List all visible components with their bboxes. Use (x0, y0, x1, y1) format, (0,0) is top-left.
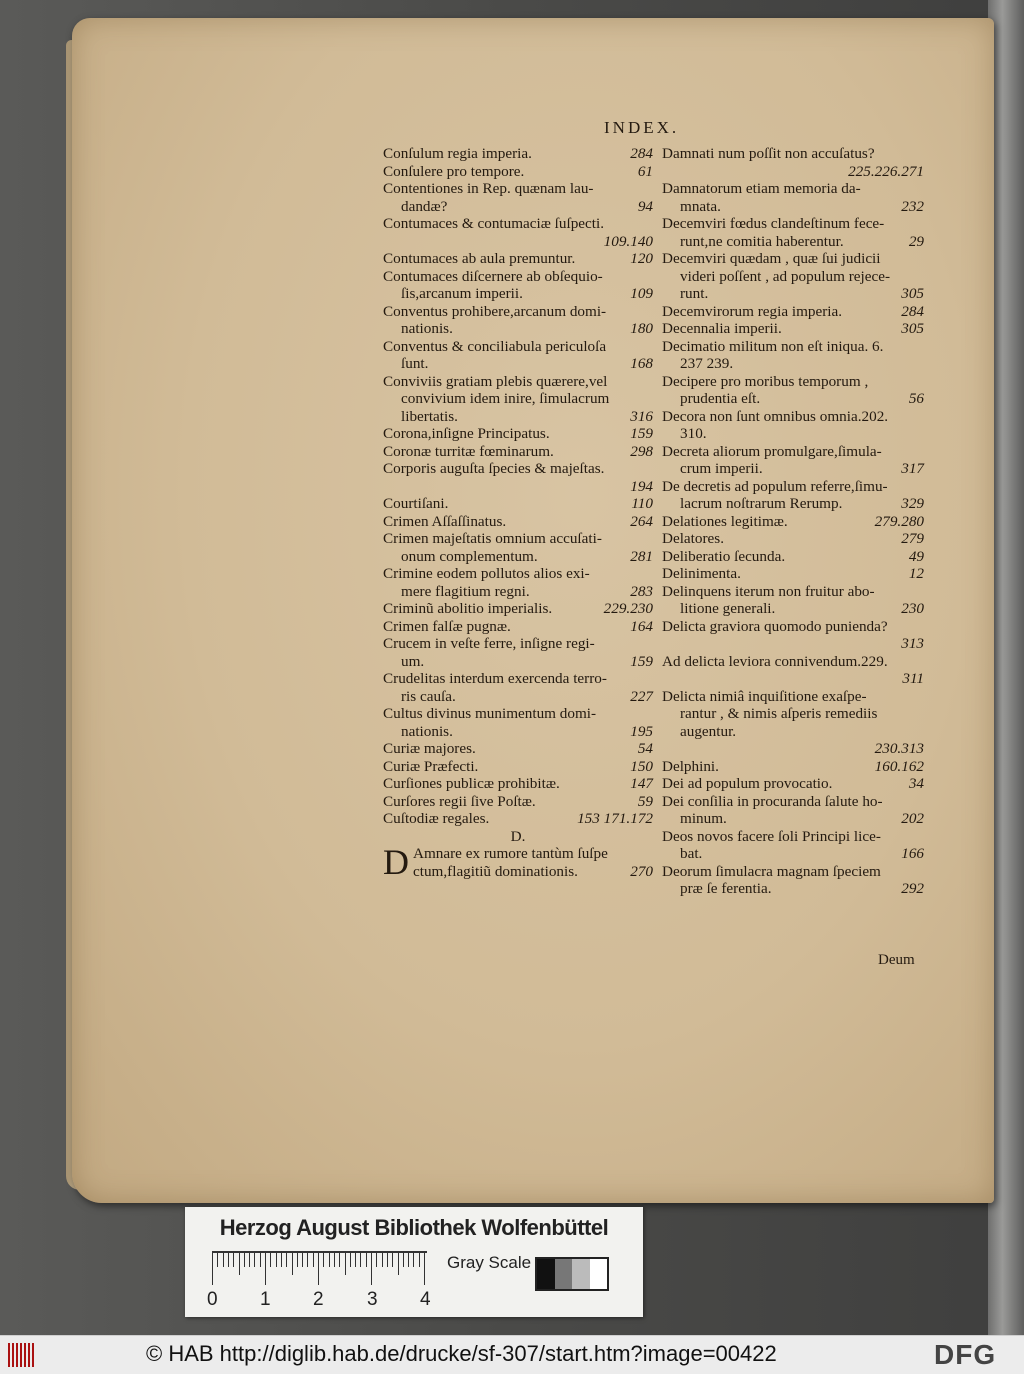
index-entry (662, 530, 924, 548)
ruler-tick (249, 1253, 250, 1267)
index-entry (662, 478, 924, 496)
index-page-number: 202 (901, 810, 924, 827)
index-entry-text: Crimine eodem pollutos alios exi- (383, 565, 590, 582)
index-entry-text: dandæ? (401, 197, 448, 215)
index-entry-text: Dei ad populum provocatio. (662, 775, 833, 792)
index-page-ref: 109.140 (603, 232, 653, 250)
index-entry (383, 495, 653, 513)
index-entry (662, 705, 924, 723)
index-entry-text: Decipere pro moribus temporum , (662, 372, 869, 390)
index-entry (383, 425, 653, 443)
index-entry-text: 310. (680, 425, 707, 442)
index-entry-text: ctum,flagitiũ dominationis. (413, 862, 578, 880)
index-entry (383, 303, 653, 321)
index-entry-text: Crimen Aſſaſſinatus. (383, 512, 507, 530)
ruler-tick (376, 1253, 377, 1267)
index-entry (662, 793, 924, 811)
index-entry-text: Ad delicta leviora connivendum.229. (662, 652, 888, 670)
index-entry-text: convivium idem inire, ſimulacrum (401, 390, 610, 407)
index-entry-text: Decora non ſunt omnibus omnia.202. (662, 407, 889, 425)
index-page-number: 166 (901, 845, 924, 862)
ruler-tick (260, 1253, 261, 1267)
index-page-number: 61 (637, 162, 653, 180)
index-entry-text: Conviviis gratiam plebis quærere,vel (383, 372, 608, 390)
index-entry-text: runt. (680, 285, 709, 302)
index-page-number: 160.162 (874, 757, 924, 775)
index-entry-text: Contumaces & contumaciæ ſuſpecti. (383, 215, 605, 232)
ruler-tick (254, 1253, 255, 1267)
ruler-tick (212, 1253, 213, 1285)
index-page-ref: 311 (902, 670, 924, 687)
index-entry (662, 828, 924, 846)
index-entry (383, 338, 653, 356)
index-column-left (383, 145, 653, 880)
ruler-tick (424, 1253, 425, 1285)
ruler-tick (360, 1253, 361, 1267)
index-page-number: 168 (630, 355, 653, 372)
ruler-tick (408, 1253, 409, 1267)
index-entry-text: mnata. (680, 197, 721, 215)
footer-source-link[interactable]: © HAB http://diglib.hab.de/drucke/sf-307/start.htm?image=00422 (146, 1341, 777, 1366)
index-page-number: 305 (901, 320, 924, 337)
index-entry-text: Dei conſilia in procuranda ſalute ho- (662, 792, 883, 810)
index-entry (662, 513, 924, 531)
index-entry (383, 583, 653, 601)
index-entry (383, 390, 653, 408)
ruler-tick (302, 1253, 303, 1267)
index-entry-text: Decreta aliorum promulgare,ſimula- (662, 442, 882, 460)
ruler-tick (419, 1253, 420, 1267)
ruler-tick (270, 1253, 271, 1267)
index-entry-text: præ ſe ferentia. (680, 880, 772, 897)
index-entry-text: Crimen falſæ pugnæ. (383, 617, 511, 635)
index-page-number: 159 (630, 425, 653, 442)
index-entry-text: rantur , & nimis aſperis remediis (680, 705, 878, 722)
index-entry-text: litione generali. (680, 600, 776, 617)
ruler-tick (339, 1253, 340, 1267)
ruler-tick (276, 1253, 277, 1267)
ruler-tick (318, 1253, 319, 1285)
index-entry (662, 268, 924, 286)
index-entry-text: Crucem in veſte ferre, inſigne regi- (383, 635, 595, 652)
index-entry (662, 443, 924, 461)
ruler-tick (345, 1253, 346, 1275)
index-entry-text: um. (401, 652, 425, 670)
index-page-number: 284 (630, 145, 653, 162)
ruler-tick (392, 1253, 393, 1267)
index-entry (662, 408, 924, 426)
index-page-number: 147 (630, 775, 653, 792)
index-page-number: 54 (637, 740, 653, 757)
index-entry-text: Delinimenta. (662, 565, 741, 582)
index-entry (383, 198, 653, 216)
ruler-tick (281, 1253, 282, 1267)
index-entry-text: nationis. (401, 320, 453, 337)
index-entry (662, 250, 924, 268)
index-entry-text: Deos novos facere ſoli Principi lice- (662, 827, 881, 845)
index-entry (383, 285, 653, 303)
ruler-number: 0 (207, 1289, 218, 1310)
ruler-tick (323, 1253, 324, 1267)
ruler-tick (387, 1253, 388, 1267)
index-entry-text: Delinquens iterum non fruitur abo- (662, 582, 875, 600)
index-page-ref: 313 (901, 635, 924, 652)
gray-scale-label: Gray Scale (447, 1253, 532, 1272)
index-page-number: 305 (901, 285, 924, 302)
index-entry (662, 233, 924, 251)
ruler-tick (403, 1253, 404, 1267)
index-entry (662, 425, 924, 443)
index-page-number: 329 (901, 495, 924, 512)
index-entry (383, 355, 653, 373)
index-entry-text: Crimen majeſtatis omnium accuſati- (383, 530, 602, 547)
page-header-title: INDEX. (604, 118, 680, 137)
drop-cap: D (383, 842, 409, 882)
index-entry (383, 758, 653, 776)
index-entry (662, 758, 924, 776)
index-entry (662, 810, 924, 828)
index-entry-text: ris cauſa. (401, 687, 456, 705)
ruler-tick (265, 1253, 266, 1285)
index-entry (383, 373, 653, 391)
index-entry (662, 373, 924, 391)
index-entry-text: Conventus & conciliabula periculoſa (383, 337, 607, 355)
ruler-tick (244, 1253, 245, 1267)
index-entry (383, 653, 653, 671)
index-entry-text: Amnare ex rumore tantùm ſuſpe (413, 845, 608, 862)
ruler-number: 2 (313, 1289, 324, 1310)
index-page-number: 298 (630, 442, 653, 460)
index-entry-text: Decemvirorum regia imperia. (662, 302, 843, 320)
index-entry (383, 163, 653, 181)
index-entry-text: Corporis auguſta ſpecies & majeſtas. (383, 460, 605, 477)
index-entry (383, 723, 653, 741)
ruler-tick (233, 1253, 234, 1267)
ruler-tick (355, 1253, 356, 1267)
index-entry (383, 215, 653, 233)
index-entry-text: ſis,arcanum imperii. (401, 285, 523, 302)
index-page-number: 316 (630, 407, 653, 425)
ruler-number: 3 (367, 1289, 378, 1310)
ruler-tick (382, 1253, 383, 1267)
index-entry (383, 513, 653, 531)
index-entry (383, 180, 653, 198)
section-letter: D. (510, 827, 526, 845)
ruler-number: 4 (420, 1289, 431, 1310)
index-entry (383, 635, 653, 653)
dfg-logo: DFG (934, 1339, 997, 1370)
index-entry-text: Delicta nimiâ inquiſitione exaſpe- (662, 687, 867, 705)
index-entry (662, 215, 924, 233)
index-entry-text: Contumaces ab aula premuntur. (383, 250, 576, 267)
ruler-tick (350, 1253, 351, 1267)
index-entry (662, 285, 924, 303)
index-entry-text: Curiæ Præfecti. (383, 757, 479, 775)
index-entry (662, 180, 924, 198)
index-entry (662, 303, 924, 321)
index-entry-text: Conſulum regia imperia. (383, 145, 532, 162)
index-entry (662, 653, 924, 671)
index-entry (383, 810, 653, 828)
index-entry (383, 460, 653, 478)
index-entry-text: Crudelitas interdum exercenda terro- (383, 670, 607, 687)
index-entry (662, 863, 924, 881)
index-page-number: 49 (908, 547, 924, 565)
drop-cap-entry (383, 842, 653, 882)
ruler-tick (217, 1253, 218, 1267)
index-entry (383, 443, 653, 461)
index-entry-text: Damnatorum etiam memoria da- (662, 180, 861, 197)
index-entry-text: Cultus divinus munimentum domi- (383, 705, 597, 722)
hab-logo-icon (8, 1343, 38, 1367)
index-entry-text: Deliberatio ſecunda. (662, 547, 786, 565)
index-entry (662, 145, 924, 163)
index-entry (383, 793, 653, 811)
scale-ruler (212, 1251, 427, 1287)
index-entry-text: Curſores regii ſive Poſtæ. (383, 792, 536, 810)
index-entry-text: Conſulere pro tempore. (383, 162, 525, 180)
index-entry-text: Decemviri fœdus clandeſtinum fece- (662, 215, 885, 232)
index-page-ref: 194 (630, 477, 653, 495)
index-entry (662, 845, 924, 863)
index-page-number: 232 (901, 197, 924, 215)
index-entry (662, 775, 924, 793)
index-entry (383, 688, 653, 706)
index-entry (383, 145, 653, 163)
ruler-tick (371, 1253, 372, 1285)
index-entry (413, 863, 653, 881)
ruler-tick (398, 1253, 399, 1275)
index-entry-text: mere flagitium regni. (401, 582, 530, 600)
index-entry-text: ſunt. (401, 355, 429, 372)
index-entry-text: Curiæ majores. (383, 740, 476, 757)
index-entry-text: Damnati num poſſit non accuſatus? (662, 145, 875, 162)
index-entry-text: bat. (680, 845, 703, 862)
ruler-tick (292, 1253, 293, 1275)
index-page-ref: 230.313 (874, 740, 924, 757)
index-page-number: 317 (901, 460, 924, 477)
index-page-number: 59 (637, 792, 653, 810)
index-page-number: 195 (630, 722, 653, 740)
index-page-number: 120 (630, 250, 653, 267)
index-entry (662, 600, 924, 618)
index-entry (662, 338, 924, 356)
ruler-tick (286, 1253, 287, 1267)
index-entry-text: videri poſſent , ad populum rejece- (680, 267, 891, 285)
index-entry-text: crum imperii. (680, 460, 763, 477)
index-entry-text: Delatores. (662, 530, 724, 547)
index-entry (383, 548, 653, 566)
index-entry-text: Corona,inſigne Principatus. (383, 425, 550, 442)
index-entry-text: Decennalia imperii. (662, 320, 782, 337)
index-page-number: 283 (630, 582, 653, 600)
library-name: Herzog August Bibliothek Wolfenbüttel (219, 1215, 609, 1240)
index-entry-text: minum. (680, 810, 727, 827)
index-entry-text: runt,ne comitia haberentur. (680, 232, 844, 250)
index-entry (383, 530, 653, 548)
ruler-tick (329, 1253, 330, 1267)
index-entry-text: augentur. (680, 722, 737, 740)
ruler-tick (313, 1253, 314, 1267)
index-page-number: 110 (631, 495, 653, 512)
index-page-number: 180 (630, 320, 653, 337)
index-entry-text: Coronæ turritæ fœminarum. (383, 442, 554, 460)
catchword: Deum (878, 952, 915, 968)
index-page-number: 284 (901, 302, 924, 320)
ruler-tick (334, 1253, 335, 1267)
index-column-right (662, 145, 924, 898)
ruler-tick (413, 1253, 414, 1267)
viewer-footer (0, 1335, 1024, 1374)
index-entry (383, 408, 653, 426)
index-page-number: 29 (908, 232, 924, 250)
index-entry (662, 320, 924, 338)
ruler-tick (223, 1253, 224, 1267)
index-entry-text: Courtiſani. (383, 495, 449, 512)
index-entry-text: nationis. (401, 722, 453, 740)
ruler-tick (239, 1253, 240, 1275)
index-entry-text: 237 239. (680, 355, 734, 372)
index-page-number: 150 (630, 757, 653, 775)
index-entry-text: Delicta graviora quomodo punienda? (662, 617, 888, 635)
index-entry (662, 460, 924, 478)
index-entry (662, 355, 924, 373)
index-page-number: 279.280 (874, 512, 924, 530)
index-entry (383, 565, 653, 583)
index-entry-text: Delationes legitimæ. (662, 512, 788, 530)
index-entry (383, 268, 653, 286)
index-page-number: 159 (630, 652, 653, 670)
index-entry (383, 705, 653, 723)
index-entry (662, 880, 924, 898)
index-entry (383, 670, 653, 688)
index-entry (662, 495, 924, 513)
index-page-number: 270 (630, 862, 653, 880)
index-page-number: 281 (630, 547, 653, 565)
index-entry (662, 390, 924, 408)
index-entry-text: Delphini. (662, 757, 719, 775)
index-entry (662, 198, 924, 216)
index-page-number: 164 (630, 617, 653, 635)
index-entry-text: Contumaces diſcernere ab obſequio- (383, 267, 603, 285)
ruler-tick (228, 1253, 229, 1267)
index-entry-text: onum complementum. (401, 547, 538, 565)
ruler-tick (307, 1253, 308, 1267)
index-page-number: 229.230 (603, 600, 653, 617)
library-label-card (185, 1207, 643, 1317)
index-entry (662, 548, 924, 566)
index-entry-text: Cuſtodiæ regales. (383, 810, 490, 827)
index-entry (662, 583, 924, 601)
index-entry-text: Deorum ſimulacra magnam ſpeciem (662, 862, 881, 880)
index-entry-text: De decretis ad populum referre,ſimu- (662, 477, 888, 495)
index-entry (383, 320, 653, 338)
index-entry (383, 600, 653, 618)
index-page-ref: 225.226.271 (848, 162, 924, 180)
index-entry-text: Decemviri quædam , quæ ſui judicii (662, 250, 881, 267)
index-page-number: 56 (908, 390, 924, 407)
index-entry-text: Curſiones publicæ prohibitæ. (383, 775, 560, 792)
index-entry-text: lacrum noſtrarum Rerump. (680, 495, 843, 512)
index-page-number: 153 171.172 (577, 810, 653, 827)
index-page-number: 109 (630, 285, 653, 302)
index-entry-text: Decimatio militum non eſt iniqua. 6. (662, 337, 884, 355)
index-page-number: 264 (630, 512, 653, 530)
index-page-number: 230 (901, 600, 924, 617)
index-entry-text: Criminũ abolitio imperialis. (383, 600, 553, 617)
index-entry (662, 723, 924, 741)
index-entry (662, 688, 924, 706)
index-entry (662, 618, 924, 636)
gray-scale-swatch (535, 1257, 609, 1291)
index-entry (383, 775, 653, 793)
index-entry-text: Contentiones in Rep. quænam lau- (383, 180, 594, 197)
index-entry (383, 250, 653, 268)
ruler-number: 1 (260, 1289, 271, 1310)
index-page-number: 292 (901, 880, 924, 897)
ruler-tick (297, 1253, 298, 1267)
index-page-number: 94 (637, 197, 653, 215)
index-page-number: 34 (908, 775, 924, 792)
index-entry-text: Conventus prohibere,arcanum domi- (383, 302, 607, 320)
index-page-number: 227 (630, 687, 653, 705)
ruler-tick (366, 1253, 367, 1267)
index-entry-text: prudentia eſt. (680, 390, 761, 407)
index-entry-text: libertatis. (401, 407, 458, 425)
index-entry (662, 565, 924, 583)
index-page-number: 12 (908, 565, 924, 582)
index-page-number: 279 (901, 530, 924, 547)
index-entry (383, 618, 653, 636)
index-entry (383, 740, 653, 758)
